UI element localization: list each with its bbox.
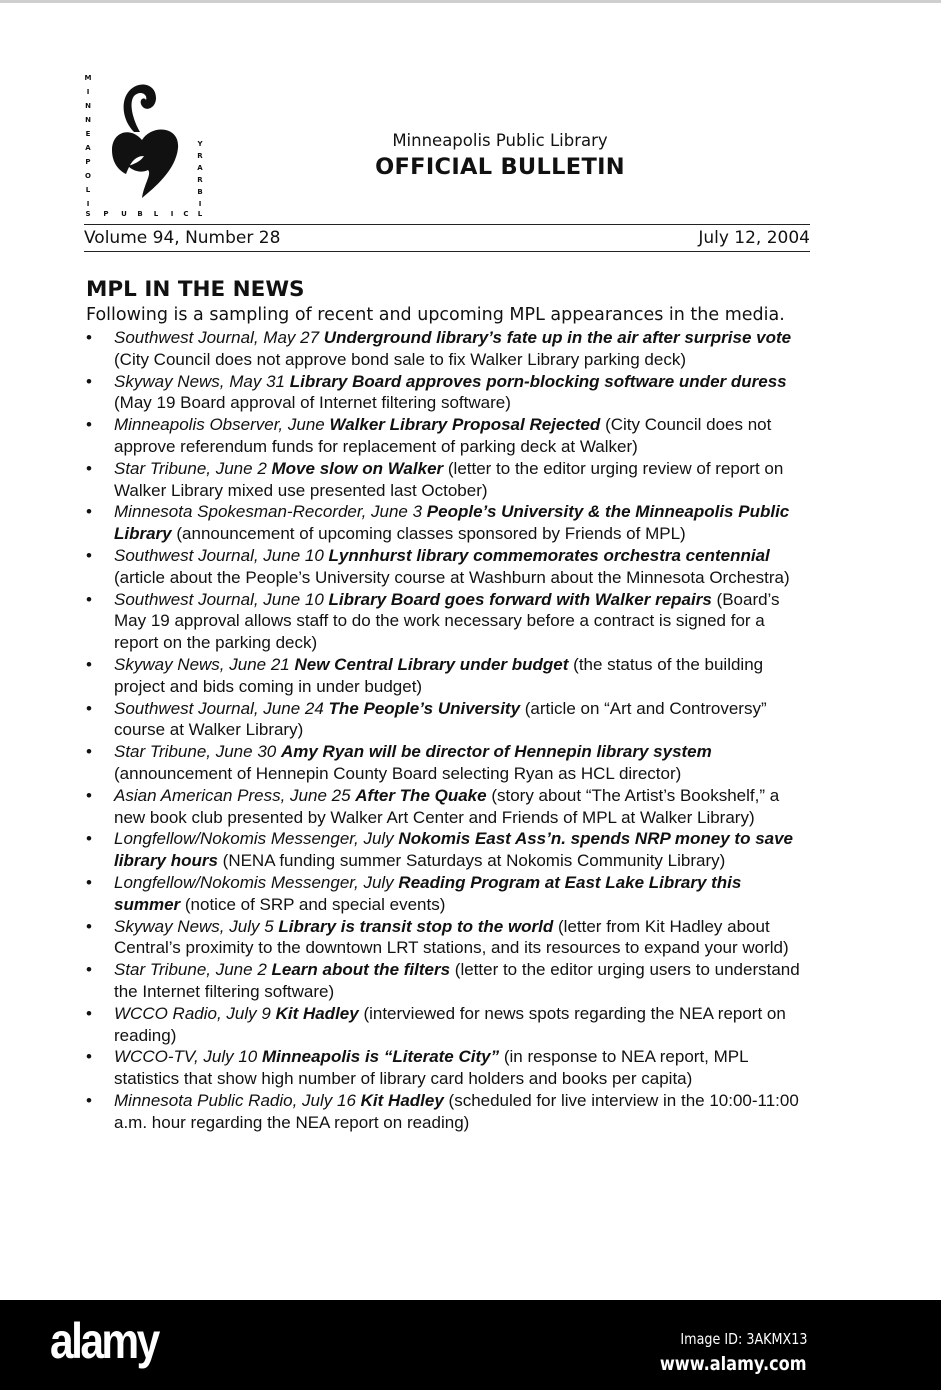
bullet-icon: • <box>86 654 92 674</box>
news-section <box>86 276 810 1133</box>
svg-text:E: E <box>85 130 91 138</box>
watermark-logo: alamy <box>50 1313 158 1369</box>
news-source: Southwest Journal, June 10 <box>114 589 324 609</box>
section-title: MPL IN THE NEWS <box>86 277 305 302</box>
news-item <box>86 872 810 916</box>
news-note: (article about the People’s University course at Washburn about the Minnesota Orchestra) <box>114 567 790 587</box>
library-logo <box>82 70 212 220</box>
news-note: (letter from Kit Hadley about Central’s proximity to the downtown LRT stations, and its resources to expand your world) <box>114 916 789 958</box>
news-source: Minnesota Public Radio, July 16 <box>114 1090 356 1110</box>
bullet-icon: • <box>86 916 92 936</box>
news-note: (letter to the editor urging review of report on Walker Library mixed use presented last October) <box>114 458 784 500</box>
news-item <box>86 828 810 872</box>
news-list <box>86 327 810 1133</box>
news-headline: Library Board goes forward with Walker repairs <box>328 589 712 609</box>
news-item <box>86 501 810 545</box>
news-item <box>86 589 810 654</box>
news-headline: Learn about the filters <box>271 960 451 980</box>
section-intro: Following is a sampling of recent and upcoming MPL appearances in the media. <box>86 305 785 325</box>
bullet-icon: • <box>86 1090 92 1110</box>
library-name: Minneapolis Public Library <box>392 131 608 150</box>
svg-text:N: N <box>85 102 91 110</box>
bullet-icon: • <box>86 960 92 980</box>
issue-date: July 12, 2004 <box>698 228 810 248</box>
bullet-icon: • <box>86 458 92 478</box>
issue-volume: Volume 94, Number 28 <box>84 228 281 248</box>
bullet-icon: • <box>86 545 92 565</box>
news-headline: Underground library’s fate up in the air after surprise vote <box>323 328 792 347</box>
bullet-icon: • <box>86 785 92 805</box>
news-source: Minneapolis Observer, June <box>114 415 325 435</box>
svg-text:B: B <box>137 210 143 218</box>
bulletin-header <box>330 130 670 182</box>
news-headline: The People’s University <box>328 698 521 718</box>
scan-edge <box>0 0 941 3</box>
news-note: (May 19 Board approval of Internet filtering software) <box>114 393 511 413</box>
news-source: Asian American Press, June 25 <box>114 785 351 805</box>
news-source: Southwest Journal, June 24 <box>114 698 324 718</box>
news-item <box>86 371 810 415</box>
news-headline: Move slow on Walker <box>271 458 444 478</box>
bullet-icon: • <box>86 415 92 435</box>
bullet-icon: • <box>86 1003 92 1023</box>
news-source: Skyway News, June 21 <box>114 654 290 674</box>
news-item <box>86 698 810 742</box>
bullet-icon: • <box>86 1047 92 1067</box>
news-headline: Reading Program at East Lake Library this summer <box>114 872 742 914</box>
news-item <box>86 414 810 458</box>
news-source: Longfellow/Nokomis Messenger, July <box>114 872 394 892</box>
svg-text:I: I <box>170 210 174 218</box>
news-headline: People’s University & the Minneapolis Public Library <box>114 502 790 544</box>
news-headline: Library Board approves porn-blocking software under duress <box>289 371 787 391</box>
news-headline: After The Quake <box>355 785 487 805</box>
bullet-icon: • <box>86 829 92 849</box>
news-headline: Library is transit stop to the world <box>278 916 554 936</box>
news-item <box>86 741 810 785</box>
svg-text:R: R <box>197 176 203 184</box>
news-item <box>86 785 810 829</box>
svg-text:S: S <box>85 210 91 218</box>
bullet-icon: • <box>86 872 92 892</box>
svg-text:C: C <box>183 210 189 218</box>
news-note: (City Council does not approve bond sale to fix Walker Library parking deck) <box>114 349 686 369</box>
news-note: (announcement of upcoming classes sponsored by Friends of MPL) <box>176 524 686 544</box>
svg-text:A: A <box>197 164 203 172</box>
svg-text:I: I <box>86 88 90 96</box>
news-source: Longfellow/Nokomis Messenger, July <box>114 829 394 849</box>
news-note: (City Council does not approve referendum funds for replacement of parking deck at Walker) <box>114 415 772 456</box>
news-item <box>86 545 810 589</box>
svg-text:Y: Y <box>197 140 203 148</box>
bullet-icon: • <box>86 502 92 522</box>
news-source: Skyway News, July 5 <box>114 916 274 936</box>
svg-text:P: P <box>85 158 91 166</box>
svg-text:L: L <box>197 210 203 218</box>
news-headline: Walker Library Proposal Rejected <box>329 415 601 435</box>
news-source: Star Tribune, June 30 <box>114 742 277 762</box>
svg-text:A: A <box>85 144 91 152</box>
news-note: (NENA funding summer Saturdays at Nokomis Community Library) <box>222 851 726 871</box>
news-note: (scheduled for live interview in the 10:00-11:00 a.m. hour regarding the NEA report on reading) <box>114 1090 799 1132</box>
news-item <box>86 654 810 698</box>
bullet-icon: • <box>86 371 92 391</box>
news-item <box>86 1090 810 1134</box>
svg-text:U: U <box>121 210 127 218</box>
news-headline: New Central Library under budget <box>294 654 569 674</box>
news-headline: Amy Ryan will be director of Hennepin library system <box>280 742 712 762</box>
svg-text:L: L <box>85 186 91 194</box>
news-source: Star Tribune, June 2 <box>114 960 267 980</box>
news-note: (letter to the editor urging users to understand the Internet filtering software) <box>114 960 800 1001</box>
svg-text:B: B <box>197 188 203 196</box>
svg-text:P: P <box>103 210 109 218</box>
watermark-bar <box>0 1300 941 1390</box>
news-item <box>86 916 810 960</box>
news-note: (announcement of Hennepin County Board selecting Ryan as HCL director) <box>114 763 682 783</box>
svg-text:I: I <box>198 200 202 208</box>
news-note: (in response to NEA report, MPL statistics that show high number of library card holders and books per capita) <box>114 1047 748 1089</box>
news-source: Minnesota Spokesman-Recorder, June 3 <box>114 502 423 522</box>
news-source: WCCO-TV, July 10 <box>114 1047 258 1067</box>
news-item <box>86 959 810 1003</box>
svg-text:R: R <box>197 152 203 160</box>
svg-text:N: N <box>85 116 91 124</box>
news-item <box>86 327 810 371</box>
bullet-icon: • <box>86 698 92 718</box>
svg-text:L: L <box>153 210 159 218</box>
issue-bar <box>84 224 810 252</box>
bullet-icon: • <box>86 742 92 762</box>
news-item <box>86 1046 810 1090</box>
news-note: (notice of SRP and special events) <box>184 894 446 914</box>
bullet-icon: • <box>86 328 92 347</box>
bullet-icon: • <box>86 589 92 609</box>
bulletin-title: OFFICIAL BULLETIN <box>375 154 625 180</box>
svg-text:O: O <box>85 172 91 180</box>
news-source: Star Tribune, June 2 <box>114 458 267 478</box>
news-note: (Board’s May 19 approval allows staff to do the work necessary before a contract is signed for a report on the parking deck) <box>114 589 780 653</box>
watermark-url: www.alamy.com <box>660 1353 807 1375</box>
news-headline: Kit Hadley <box>360 1090 444 1110</box>
svg-text:M: M <box>84 74 92 82</box>
news-source: WCCO Radio, July 9 <box>114 1003 271 1023</box>
news-note: (article on “Art and Controversy” course at Walker Library) <box>114 698 767 740</box>
news-note: (story about “The Artist’s Bookshelf,” a new book club presented by Walker Art Center and Friends of MPL at Walker Library) <box>114 785 780 827</box>
news-headline: Kit Hadley <box>275 1003 359 1023</box>
news-note: (interviewed for news spots regarding the NEA report on reading) <box>114 1003 786 1045</box>
news-headline: Minneapolis is “Literate City” <box>262 1047 500 1067</box>
news-item <box>86 458 810 502</box>
news-headline: Nokomis East Ass’n. spends NRP money to save library hours <box>114 829 794 871</box>
svg-text:I: I <box>86 200 90 208</box>
news-source: Southwest Journal, June 10 <box>114 545 324 565</box>
news-headline: Lynnhurst library commemorates orchestra centennial <box>328 545 770 565</box>
news-source: Skyway News, May 31 <box>114 371 285 391</box>
news-source: Southwest Journal, May 27 <box>114 328 320 347</box>
watermark-image-id: Image ID: 3AKMX13 <box>679 1330 807 1348</box>
news-item <box>86 1003 810 1047</box>
news-note: (the status of the building project and bids coming in under budget) <box>114 654 764 696</box>
